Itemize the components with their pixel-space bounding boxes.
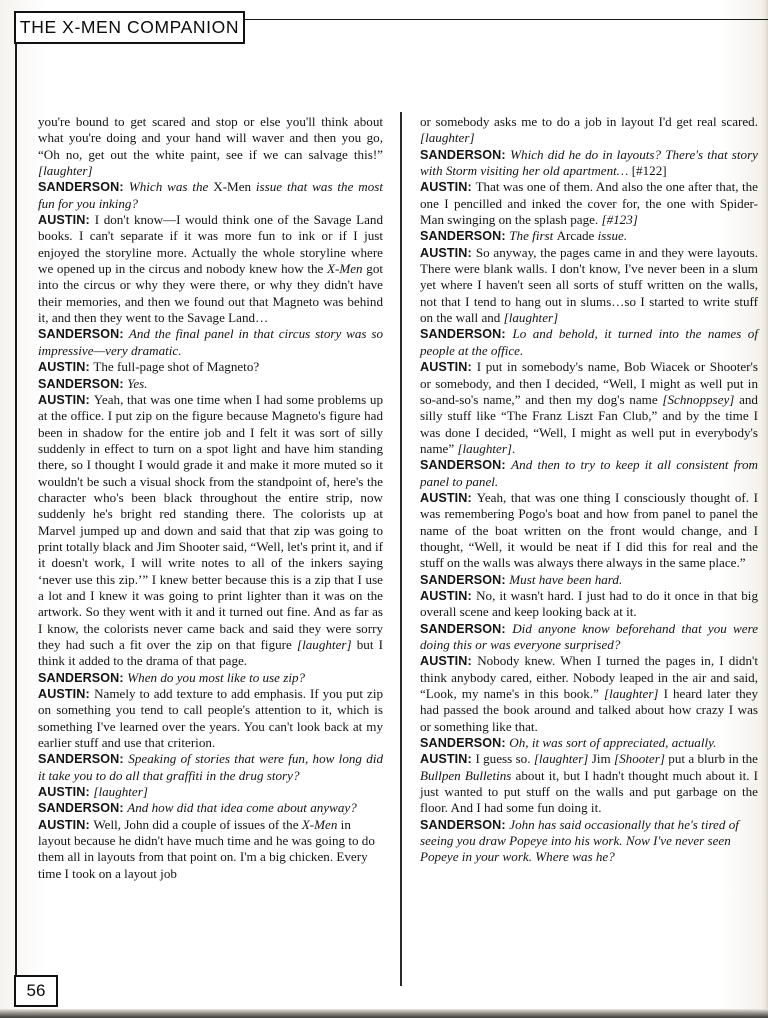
interview-paragraph (38, 376, 383, 392)
interview-paragraph (420, 326, 758, 359)
speaker-label: AUSTIN: (38, 360, 94, 375)
interview-paragraph (420, 147, 758, 180)
stage-direction: [#122] (631, 163, 667, 179)
speaker-label: SANDERSON: (38, 801, 128, 816)
answer-text: you're bound to get scared and stop or else you'll think about what you're doing and your hand will waver and then you go, “Oh no, get out the white paint, see if we can salvage this!” [laughter] (38, 114, 383, 179)
interview-paragraph (420, 653, 758, 735)
speaker-label: SANDERSON: (420, 621, 513, 636)
interview-paragraph (38, 800, 383, 816)
speaker-label: AUSTIN: (420, 180, 476, 195)
interview-paragraph (38, 751, 383, 784)
question-text: Yes. (127, 375, 148, 391)
question-text: Which did he do in layouts? There's that story with Storm visiting her old apartment… [#122] (420, 146, 758, 179)
question-text: Lo and behold, it turned into the names of people at the office. (420, 326, 758, 358)
interview-paragraph (420, 572, 758, 588)
question-text: And then to try to keep it all consistent from panel to panel. (420, 457, 758, 489)
page-number-box (14, 975, 58, 1007)
interview-paragraph (38, 817, 383, 882)
stage-direction: [laughter] (297, 637, 352, 652)
interview-paragraph (420, 179, 758, 228)
work-title: Arcade (556, 228, 595, 244)
stage-direction: [#123] (601, 212, 638, 228)
interview-paragraph (420, 588, 758, 621)
interview-paragraph (38, 670, 383, 686)
speaker-label: AUSTIN: (420, 245, 476, 260)
speaker-label: SANDERSON: (420, 572, 510, 587)
speaker-label: AUSTIN: (38, 687, 95, 702)
interview-paragraph (38, 179, 383, 212)
interview-paragraph (38, 326, 383, 359)
interview-paragraph (420, 817, 758, 866)
speaker-label: AUSTIN: (38, 785, 94, 800)
answer-text: I don't know—I would think one of the Savage Land books. I can't separate if it was more fun to ink or if I just enjoyed the storyline more. Actually the whole storyline where we opened up in the circus and nobody knew how the X-Men got into the circus or why they were there, or why they didn't have their memories, and then we found out that Magneto was behind it, and then they went to the Savage Land… (38, 212, 384, 326)
stage-direction: [laughter] (533, 751, 589, 767)
speaker-label: SANDERSON: (38, 180, 129, 195)
question-text: And the final panel in that circus story was so impressive—very dramatic. (38, 326, 383, 358)
question-text: John has said occasionally that he's tired of seeing you draw Popeye into his work. Now I've never seen Popeye in your work. Where was he? (420, 816, 739, 865)
speaker-label: AUSTIN: (38, 817, 94, 832)
scan-edge-bottom (0, 1009, 768, 1018)
stage-direction: [laughter] (38, 163, 93, 179)
speaker-label: SANDERSON: (420, 229, 510, 244)
column-right (420, 114, 758, 866)
interview-paragraph (420, 490, 758, 572)
stage-direction: [laughter] (420, 130, 475, 146)
stage-direction: [laughter] (603, 686, 659, 702)
work-title: Bullpen Bulletins (420, 767, 512, 783)
speaker-label: AUSTIN: (38, 213, 95, 228)
speaker-label: SANDERSON: (420, 327, 513, 342)
speaker-label: SANDERSON: (38, 752, 129, 767)
question-text: Must have been hard. (509, 571, 623, 587)
answer-text: Nobody knew. When I turned the pages in, I didn't think anybody cared, either. Nobody leaped in the air and said, “Look, my name's in this book.” [laughter] I heard later they had passed the book around and talked about how crazy I was or something like that. (420, 653, 758, 734)
answer-text: I put in somebody's name, Bob Wiacek or Shooter's or somebody, and then I decided, “Well, I might as well put in so-and-so's name,” and then my dog's name [Schnoppsey] and silly stuff like “The Franz Liszt Fan Club,” and by the time I was done I decided, “Well, I might as well put in everybody's name” [laughter]. (420, 359, 758, 456)
answer-text: The full-page shot of Magneto? (93, 359, 260, 375)
speaker-label: SANDERSON: (420, 736, 510, 751)
continued-paragraph (38, 114, 383, 179)
speaker-label: AUSTIN: (420, 360, 477, 375)
speaker-label: AUSTIN: (38, 392, 94, 407)
speaker-label: SANDERSON: (38, 670, 128, 685)
interview-paragraph (420, 735, 758, 751)
answer-text: or somebody asks me to do a job in layout I'd get real scared. [laughter] (420, 114, 758, 146)
interview-paragraph (38, 686, 383, 751)
interview-paragraph (38, 392, 383, 670)
running-head-box (14, 11, 245, 44)
stage-direction: [laughter] (503, 310, 559, 326)
speaker-label: SANDERSON: (420, 817, 510, 832)
question-text: Speaking of stories that were fun, how long did it take you to do all that graffiti in the drug story? (38, 751, 383, 783)
speaker-label: AUSTIN: (420, 752, 476, 767)
interview-paragraph (38, 784, 383, 800)
column-left (38, 114, 383, 882)
interview-paragraph (38, 212, 383, 326)
question-text: When do you most like to use zip? (127, 669, 306, 685)
interview-paragraph (38, 359, 383, 375)
answer-text: So anyway, the pages came in and they were layouts. There were blank walls. I don't know, I've never been in a slum yet where I haven't seen all sorts of stuff written on the walls, not that I tend to hang out in slums…so I started to write stuff on the wall and [laughter] (420, 244, 758, 326)
interview-paragraph (420, 228, 758, 244)
answer-text: Well, John did a couple of issues of the X-Men in layout because he didn't have much time and he was going to do them all in layouts from that point on. I'm a big chicken. Every time I took on a layout job (38, 816, 375, 881)
speaker-label: SANDERSON: (38, 327, 129, 342)
answer-text: Yeah, that was one thing I consciously thought of. I was remembering Pogo's boat and how from panel to panel the name of the boat written on the front would change, and I thought, “Well, it would be neat if I did this for real and the stuff on the walls was always there always in the same place.” (420, 489, 758, 571)
continued-paragraph (420, 114, 758, 147)
answer-text: Yeah, that was one time when I had some problems up at the office. I put zip on the figure because Magneto's figure had been in shadow for the entire job and I felt it was sort of silly suddenly in effect to turn on a spot light and have him standing there, so I thought I would grade it and make it more muted so it wouldn't be such a visual shock from the standpoint of, here's the character who's been black throughout the entire strip, now suddenly he's bright red standing there. The colorists up at Marvel jumped up and down and said that that zip was going to print totally black and Jim Shooter said, “Well, let's print it, and if it doesn't work, I will write notes to all of the inkers saying ‘never use this zip.’” I knew better because this is a zip that I use a lot and I knew it was going to print lighter than it was on the artwork. So they went with it and it turned out fine. And as far as I know, the colorists never came back and said they were sorry they had such a fit over the zip on that figure [laughter] but I think it added to the drama of that page. (38, 391, 384, 669)
stage-direction: [laughter] (457, 440, 513, 456)
interview-paragraph (420, 245, 758, 327)
answer-text: I guess so. [laughter] Jim [Shooter] put a blurb in the Bullpen Bulletins about it, but I hadn't thought much about it. I just wanted to put stuff on the walls and put garbage on the floor. And I had some fun doing it. (420, 751, 759, 816)
work-title: X-Men (326, 261, 363, 277)
interview-paragraph (420, 621, 758, 654)
answer-text: That was one of them. And also the one after that, the one I pencilled and inked the cover for, the one with Spider-Man swinging on the splash page. [#123] (420, 179, 758, 228)
stage-direction: [Shooter] (614, 751, 665, 767)
question-text: Oh, it was sort of appreciated, actually. (509, 735, 717, 751)
speaker-label: AUSTIN: (420, 490, 477, 505)
interview-paragraph (420, 359, 758, 457)
speaker-label: SANDERSON: (38, 376, 128, 391)
interview-paragraph (420, 751, 758, 816)
interview-paragraph (420, 457, 758, 490)
speaker-label: AUSTIN: (420, 654, 478, 669)
page-number: 56 (26, 981, 46, 1000)
answer-text: No, it wasn't hard. I just had to do it once in that big overall scene and keep looking back at it. (420, 587, 758, 620)
stage-direction: [laughter] (93, 784, 148, 800)
work-title: X-Men (301, 816, 338, 832)
speaker-label: SANDERSON: (420, 458, 512, 473)
question-text: And how did that idea come about anyway? (127, 800, 357, 816)
question-text: Which was the X-Men issue that was the most fun for you inking? (38, 179, 383, 211)
question-text: Did anyone know beforehand that you were doing this or was everyone surprised? (420, 620, 759, 652)
speaker-label: AUSTIN: (420, 588, 477, 603)
question-text: The first Arcade issue. (509, 228, 628, 244)
answer-text (93, 784, 148, 799)
work-title: X-Men (213, 179, 252, 195)
speaker-label: SANDERSON: (420, 147, 511, 162)
running-head-title: THE X-MEN COMPANION (19, 17, 240, 37)
stage-direction: [Schnoppsey] (662, 391, 735, 407)
answer-text: Namely to add texture to add emphasis. If you put zip on something you tend to call people's attention to it, which is something I've learned over the years. You can't look back at my earlier stuff and use that criterion. (38, 686, 384, 751)
